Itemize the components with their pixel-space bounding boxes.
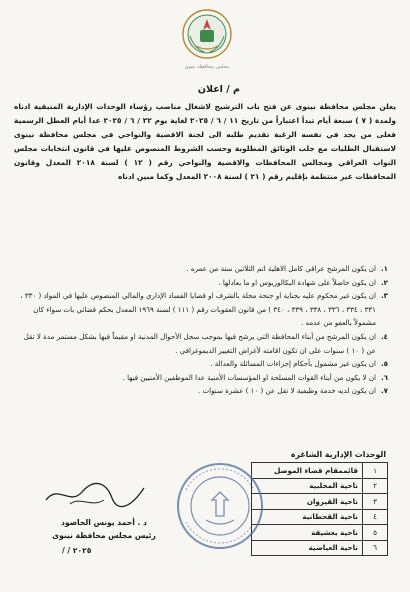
signature-block [44, 516, 164, 542]
condition-number: ٦. [380, 372, 388, 382]
unit-name: ناحية القحطانية [252, 509, 363, 525]
document-date: ٢٠٢٥ / / [62, 546, 92, 555]
unit-name: ناحية بعشيقة [252, 525, 363, 541]
unit-name: ناحية المحلبية [252, 478, 363, 494]
unit-name: ناحية القيروان [252, 494, 363, 510]
condition-text: ان يكون غير محكوم عليه بجناية او جنحة مخلة بالشرف او قضايا الفساد الإداري والمالي المنصوص عليها في المواد ( ٣٣٠ ، ٣٣١ ، ٣٣٤ ، ٣٣٦ ، ٣٣٨ ، ٣٣٩ ، ٣٤٠ ) من قانون العقوبات رقم ( ١١١ ) لسنة ١٩٦٩ المعدل بحكم قضائي بات سواء كان مشمولاً بالعفو من عدمه . [20, 291, 376, 328]
condition-number: ٥. [380, 359, 388, 369]
table-row [252, 540, 388, 556]
table-row [252, 494, 388, 510]
table-row [252, 525, 388, 541]
condition-number: ٧. [380, 386, 388, 396]
units-table-title: الوحدات الإدارية الشاغرة [290, 450, 386, 459]
row-number: ١ [363, 463, 388, 479]
row-number: ٤ [363, 509, 388, 525]
condition-text: ان يكون المرشح عراقي كامل الاهلية اتم الثلاثين سنة من عمره . [186, 264, 376, 273]
condition-text: ان لا يكون من أبناء القوات المسلحة او المؤسسات الأمنية عدا الموظفين الأمنيين فيها . [122, 372, 376, 382]
condition-text: ان يكون لديه خدمة وظيفية لا تقل عن ( ١٠ ) عشرة سنوات . [197, 386, 376, 396]
condition-item [18, 384, 388, 398]
table-row [252, 463, 388, 479]
condition-item [18, 330, 388, 357]
row-number: ٥ [363, 525, 388, 541]
row-number: ٦ [363, 540, 388, 556]
condition-text: ان يكون المرشح من أبناء المحافظة التي يرشح فيها بموجب سجل الأحوال المدنية او مقيماً فيها بشكل مستمر مدة لا تقل عن ( ١٠ ) سنوات على ان تكون اقامته لأغراض التغيير الديموغرافي . [23, 331, 376, 355]
condition-item [18, 262, 388, 276]
table-row [252, 478, 388, 494]
council-emblem-logo [176, 6, 238, 66]
condition-number: ٢. [380, 277, 388, 287]
condition-text: ان يكون حاصلاً على شهادة البكالوريوس او ما يعادلها . [218, 277, 376, 287]
handwritten-signature [40, 478, 150, 512]
condition-number: ١. [380, 264, 388, 273]
condition-item [18, 289, 388, 330]
condition-item [18, 357, 388, 371]
subject-line: م / اعلان [197, 84, 240, 95]
table-row [252, 509, 388, 525]
unit-name: قائممقام قضاء الموصل [252, 463, 363, 479]
emblem-caption: مجلس محافظة نينوى [184, 64, 230, 70]
condition-text: ان يكون غير مشمول بأحكام إجراءات المسائلة والعدالة . [210, 359, 376, 369]
row-number: ٣ [363, 494, 388, 510]
condition-number: ٤. [380, 331, 388, 341]
condition-item [18, 371, 388, 385]
units-table [251, 462, 388, 556]
signer-title: رئيس مجلس محافظة نينوى [52, 531, 156, 540]
unit-name: ناحية العياضية [252, 540, 363, 556]
official-stamp [172, 460, 268, 552]
condition-number: ٣. [380, 291, 388, 301]
condition-item [18, 276, 388, 290]
row-number: ٢ [363, 478, 388, 494]
conditions-list [18, 262, 388, 398]
signer-name: د . أحمد يونس الحاصود [61, 518, 147, 527]
announcement-body: يعلن مجلس محافظة نينوى عن فتح باب الترشيح لاشغال مناصب رؤساء الوحدات الإدارية المتبقية ادناه ولمدة ( ٧ ) سبعة أيام تبدأ اعتباراً من تاريخ ١١ / ٦ / ٢٠٢٥ لغاية يوم ٢٢ / ٦ / ٢٠٢٥ عدا أيام العطل الرسمية فعلى من يجد في نفسه الرغبة تقديم طلبه الى لجنة الاقضية والنواحي في مجلس محافظة نينوى لاستقبال الطلبات مع جلب الوثائق المطلوبة وحسب الشروط المنصوص عليها في قانون انتخابات مجلس النواب العراقي ومجالس المحافظات والاقضية والنواحي رقم ( ١٢ ) لسنة ٢٠١٨ المعدل وقانون المحافظات غير منتظمة بإقليم رقم ( ٢١ ) لسنة ٢٠٠٨ المعدل وكما مبين ادناه [14, 102, 396, 181]
